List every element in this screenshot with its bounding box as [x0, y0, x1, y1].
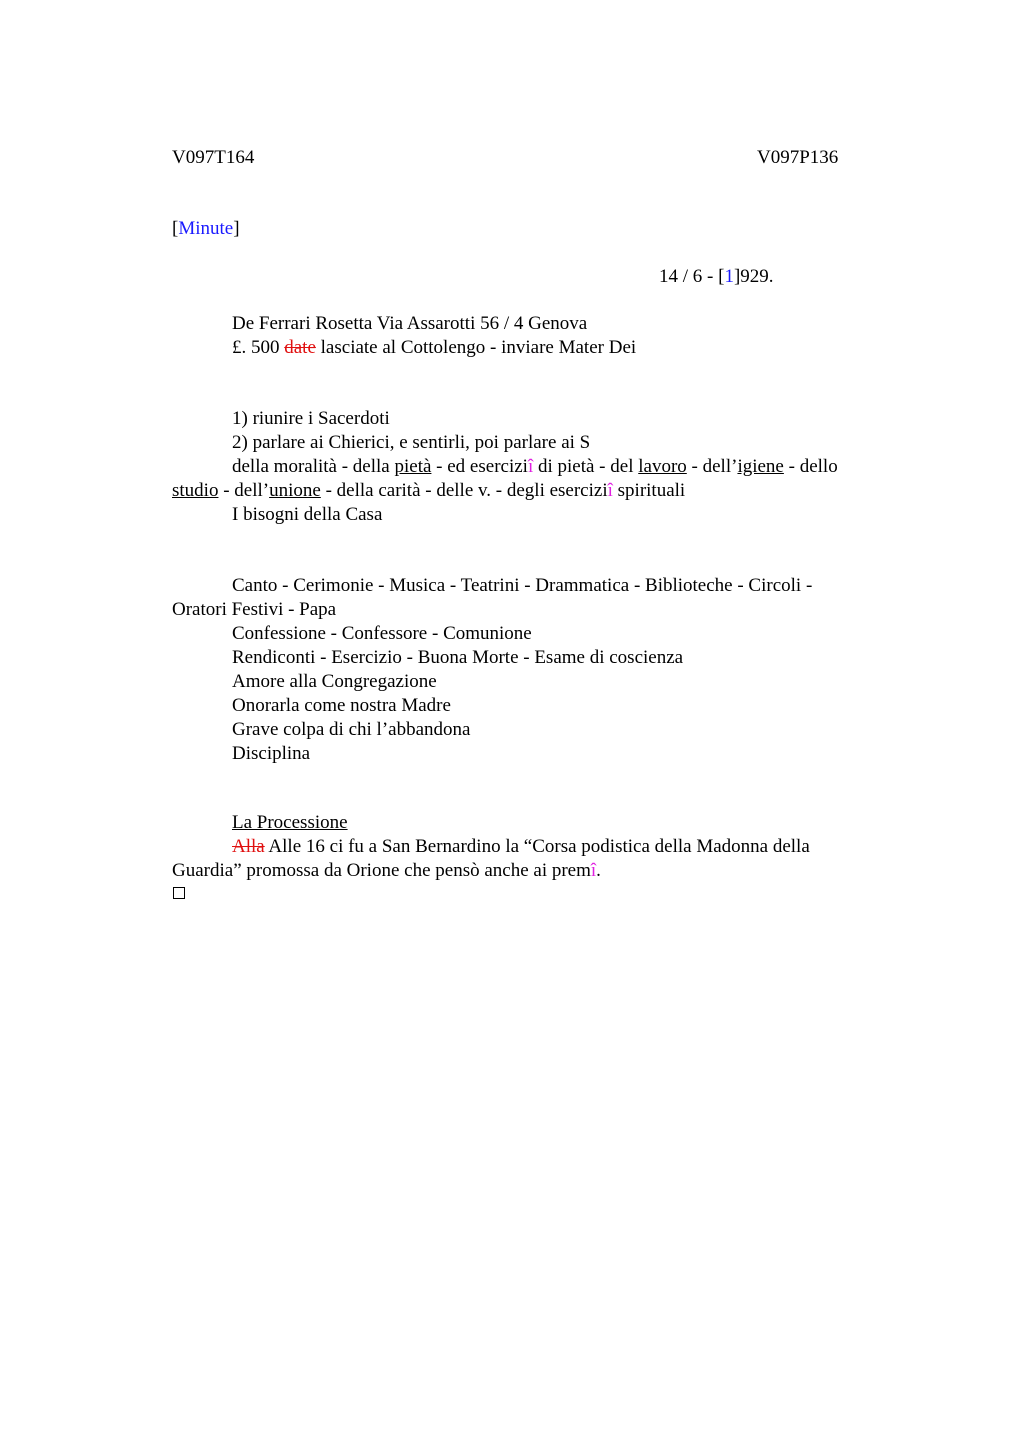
- text-fragment: spirituali: [612, 480, 686, 501]
- agenda-item-1: 1) riunire i Sacerdoti: [232, 408, 390, 429]
- activities-line-6: Grave colpa di chi l’abbandona: [232, 719, 471, 740]
- activities-line-4: Amore alla Congregazione: [232, 671, 437, 692]
- tag-open-bracket: [: [172, 218, 179, 239]
- activities-line-7: Disciplina: [232, 743, 311, 764]
- amount-text: £. 500: [232, 337, 285, 358]
- tag-close-bracket: ]: [233, 218, 240, 239]
- document-date: [659, 265, 774, 289]
- text-fragment: - della carità - delle v. - degli esercizi: [320, 480, 608, 501]
- procession-title-text: La Processione: [232, 812, 348, 833]
- document-id-right: V097P136: [757, 147, 839, 168]
- address-line-2-rest: lasciate al Cottolengo - inviare Mater Dei: [315, 337, 637, 358]
- text-fragment: Alle 16 ci fu a San Bernardino la “Corsa podistica della Madonna della: [264, 836, 810, 857]
- activities-line-1b: Oratori Festivi - Papa: [172, 599, 337, 620]
- document-type-tag: [172, 217, 240, 241]
- address-line-1: De Ferrari Rosetta Via Assarotti 56 / 4 Genova: [232, 313, 588, 334]
- text-fragment: - dell’: [686, 456, 738, 477]
- tag-text: Minute: [178, 218, 234, 239]
- text-fragment: - dell’: [218, 480, 270, 501]
- deleted-word: date: [284, 337, 316, 358]
- agenda-needs-line: I bisogni della Casa: [232, 504, 383, 525]
- underlined-word: pietà: [394, 456, 432, 477]
- editorial-insertion: î: [607, 480, 613, 501]
- activities-line-5: Onorarla come nostra Madre: [232, 695, 451, 716]
- address-block: [172, 312, 892, 360]
- underlined-word: studio: [172, 480, 219, 501]
- text-fragment: - dello: [783, 456, 838, 477]
- editorial-insertion: î: [590, 860, 597, 881]
- text-fragment: Guardia” promossa da Orione che pensò anche ai prem: [172, 860, 591, 881]
- activities-line-1a: Canto - Cerimonie - Musica - Teatrini - Drammatica - Biblioteche - Circoli -: [232, 575, 813, 596]
- procession-line-1: [172, 835, 892, 859]
- agenda-block: [172, 407, 892, 527]
- date-suffix: ]929.: [733, 266, 774, 287]
- underlined-word: igiene: [737, 456, 784, 477]
- activities-line-2: Confessione - Confessore - Comunione: [232, 623, 532, 644]
- date-editorial-digit: 1: [724, 266, 734, 287]
- agenda-item-2: 2) parlare ai Chierici, e sentirli, poi parlare ai S: [232, 432, 591, 453]
- text-fragment: di pietà - del: [533, 456, 639, 477]
- text-fragment: della moralità - della: [232, 456, 395, 477]
- address-line-2: [172, 336, 892, 360]
- date-prefix: 14 / 6 - [: [659, 266, 725, 287]
- underlined-word: lavoro: [638, 456, 687, 477]
- agenda-topics-line-2: [172, 479, 892, 503]
- end-of-document-box-icon: [173, 887, 185, 899]
- text-fragment: .: [596, 860, 601, 881]
- activities-line-3: Rendiconti - Esercizio - Buona Morte - Esame di coscienza: [232, 647, 684, 668]
- procession-block: [172, 811, 892, 883]
- activities-block: [172, 574, 892, 766]
- underlined-word: unione: [269, 480, 321, 501]
- document-id-left: V097T164: [172, 147, 255, 168]
- agenda-topics-line-1: [172, 455, 892, 479]
- editorial-insertion: î: [527, 456, 534, 477]
- text-fragment: - ed esercizi: [431, 456, 528, 477]
- procession-line-2: [172, 859, 892, 883]
- deleted-word: Alla: [232, 836, 265, 857]
- procession-title: [172, 811, 892, 835]
